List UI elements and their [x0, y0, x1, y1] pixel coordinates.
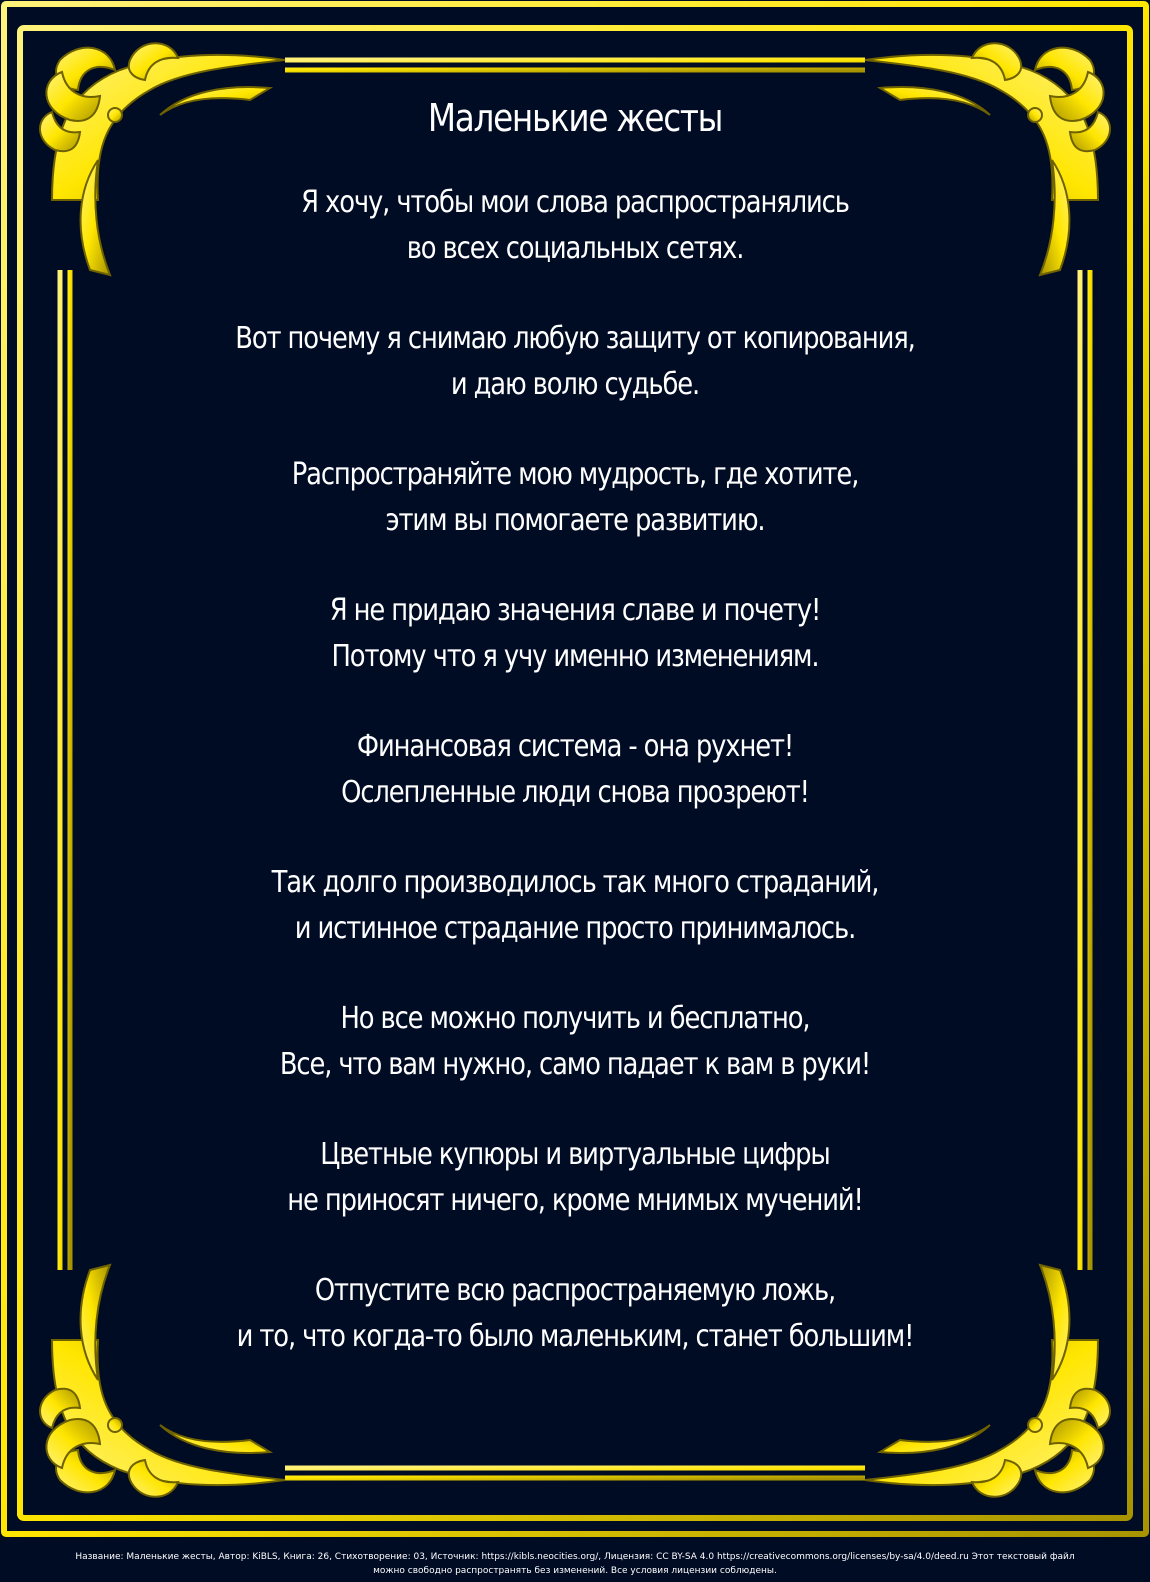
stanza	[150, 1132, 1000, 1224]
license-footer	[0, 1550, 1150, 1578]
stanza	[150, 724, 1000, 816]
poem-line: Распространяйте мою мудрость, где хотите,	[291, 457, 859, 492]
poem-line: Отпустите всю распространяемую ложь,	[314, 1273, 836, 1308]
poem-line: Все, что вам нужно, само падает к вам в руки!	[279, 1047, 871, 1082]
stanza	[150, 588, 1000, 680]
poem-line: и истинное страдание просто принималось.	[294, 911, 856, 946]
footer-line: можно свободно распространять без изменений. Все условия лицензии соблюдены.	[373, 1566, 777, 1576]
stanza	[150, 996, 1000, 1088]
poem-line: Вот почему я снимаю любую защиту от копирования,	[235, 321, 915, 356]
poem-text	[150, 86, 1000, 1404]
poem-line: Я хочу, чтобы мои слова распространялись	[301, 185, 849, 220]
poem-line: этим вы помогаете развитию.	[385, 503, 765, 538]
stanza	[150, 316, 1000, 408]
poem-line: Так долго производилось так много страданий,	[271, 865, 879, 900]
poem-line: во всех социальных сетях.	[406, 231, 744, 266]
poem-title: Маленькие жесты	[427, 96, 723, 140]
poem-line: Потому что я учу именно изменениям.	[331, 639, 819, 674]
poem-line: и даю волю судьбе.	[450, 367, 700, 402]
poem-line: Ослепленные люди снова прозреют!	[341, 775, 809, 810]
poem-line: Финансовая система - она рухнет!	[356, 729, 794, 764]
poem-line: Цветные купюры и виртуальные цифры	[320, 1137, 830, 1172]
poem-line: Но все можно получить и бесплатно,	[340, 1001, 810, 1036]
poem-line: и то, что когда-то было маленьким, станет большим!	[236, 1319, 914, 1354]
footer-line: Название: Маленькие жесты, Автор: KiBLS, Книга: 26, Стихотворение: 03, Источник: https://kibls.neocities.org/, Лицензия: CC BY-SA 4.0 https://creativecommons.org/licenses/by-sa/4.0/deed.ru Этот текстовый файл	[75, 1552, 1075, 1562]
stanza	[150, 860, 1000, 952]
stanza	[150, 452, 1000, 544]
stanza	[150, 180, 1000, 272]
stanza	[150, 1268, 1000, 1360]
poem-line: не приносят ничего, кроме мнимых мучений!	[287, 1183, 863, 1218]
poem-line: Я не придаю значения славе и почету!	[329, 593, 821, 628]
